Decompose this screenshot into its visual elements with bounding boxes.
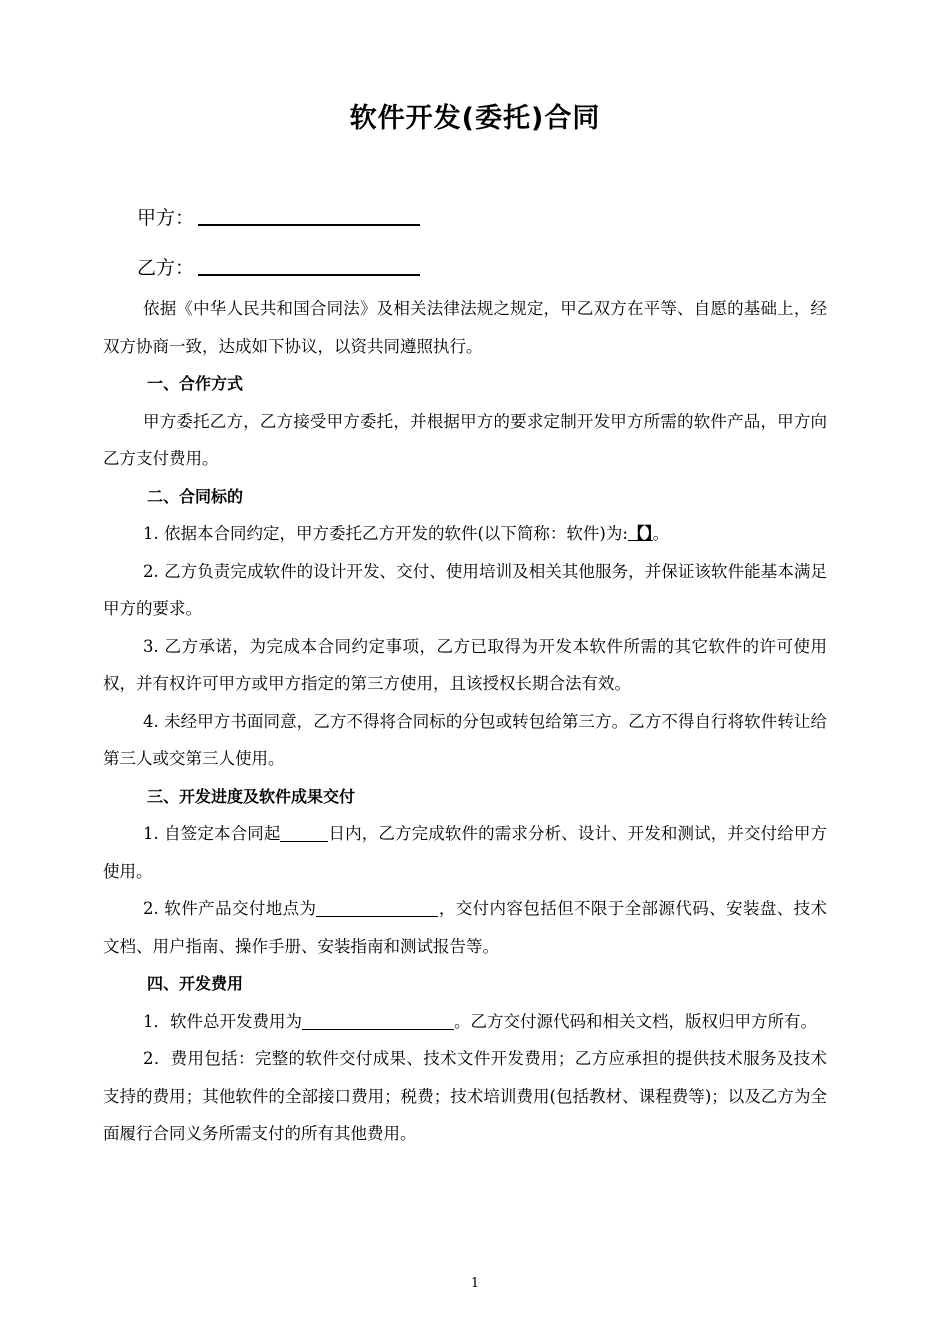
item-text: 1．软件总开发费用为 — [143, 1011, 302, 1031]
section-3-heading: 三、开发进度及软件成果交付 — [147, 786, 356, 806]
party-a-blank — [198, 206, 420, 226]
section-4-item-1 — [103, 1003, 827, 1041]
section-2-item-1 — [103, 515, 827, 553]
section-2-item-3: 3. 乙方承诺，为完成本合同约定事项，乙方已取得为开发本软件所需的其它软件的许可使用权，并有权许可甲方或甲方指定的第三方使用，且该授权长期合法有效。 — [103, 636, 827, 693]
page-number: 1 — [470, 1276, 480, 1291]
item-text: 1. 自签定本合同起 — [143, 824, 281, 843]
section-1-paragraph: 甲方委托乙方，乙方接受甲方委托，并根据甲方的要求定制开发甲方所需的软件产品，甲方向乙方支付费用。 — [103, 411, 827, 468]
section-1-heading: 一、合作方式 — [147, 374, 244, 393]
item-end: 。 — [652, 524, 670, 543]
section-2-heading: 二、合同标的 — [147, 486, 244, 506]
party-b-blank — [198, 256, 420, 276]
contract-body — [103, 290, 827, 1153]
party-a-label: 甲方： — [137, 207, 195, 229]
section-3-item-2 — [103, 890, 827, 965]
party-b-row — [137, 253, 420, 280]
delivery-location-blank — [316, 900, 438, 917]
section-3-item-1 — [103, 815, 827, 890]
item-text: ，交付内容包括但不限于全部源代码、安装盘、技术文档、用户指南、操作手册、安装指南和测试报告等。 — [103, 899, 827, 956]
item-text: 。乙方交付源代码和相关文档，版权归甲方所有。 — [454, 1011, 817, 1031]
total-fee-blank — [302, 1013, 454, 1030]
item-text: 2. 软件产品交付地点为 — [143, 899, 317, 918]
item-text: 日内，乙方完成软件的需求分析、设计、开发和测试，并交付给甲方使用。 — [103, 824, 827, 881]
section-2-item-4: 4. 未经甲方书面同意，乙方不得将合同标的分包或转包给第三方。乙方不得自行将软件转让给第三人或交第三人使用。 — [103, 711, 827, 768]
section-4-item-2: 2．费用包括：完整的软件交付成果、技术文件开发费用；乙方应承担的提供技术服务及技术支持的费用；其他软件的全部接口费用；税费；技术培训费用(包括教材、课程费等)；以及乙方为全面履行合同义务所需支付的所有其他费用。 — [103, 1049, 827, 1143]
days-blank — [280, 825, 328, 842]
party-a-row — [137, 203, 420, 230]
software-name-blank: 【】 — [627, 524, 653, 543]
page-title: 软件开发(委托)合同 — [349, 103, 601, 134]
item-text: 1. 依据本合同约定，甲方委托乙方开发的软件(以下简称：软件)为: — [143, 524, 628, 543]
party-b-label: 乙方： — [137, 257, 195, 279]
section-2-item-2: 2. 乙方负责完成软件的设计开发、交付、使用培训及相关其他服务，并保证该软件能基本满足甲方的要求。 — [103, 561, 827, 618]
section-4-heading: 四、开发费用 — [147, 974, 244, 993]
intro-paragraph: 依据《中华人民共和国合同法》及相关法律法规之规定，甲乙双方在平等、自愿的基础上，经双方协商一致，达成如下协议，以资共同遵照执行。 — [103, 299, 827, 356]
